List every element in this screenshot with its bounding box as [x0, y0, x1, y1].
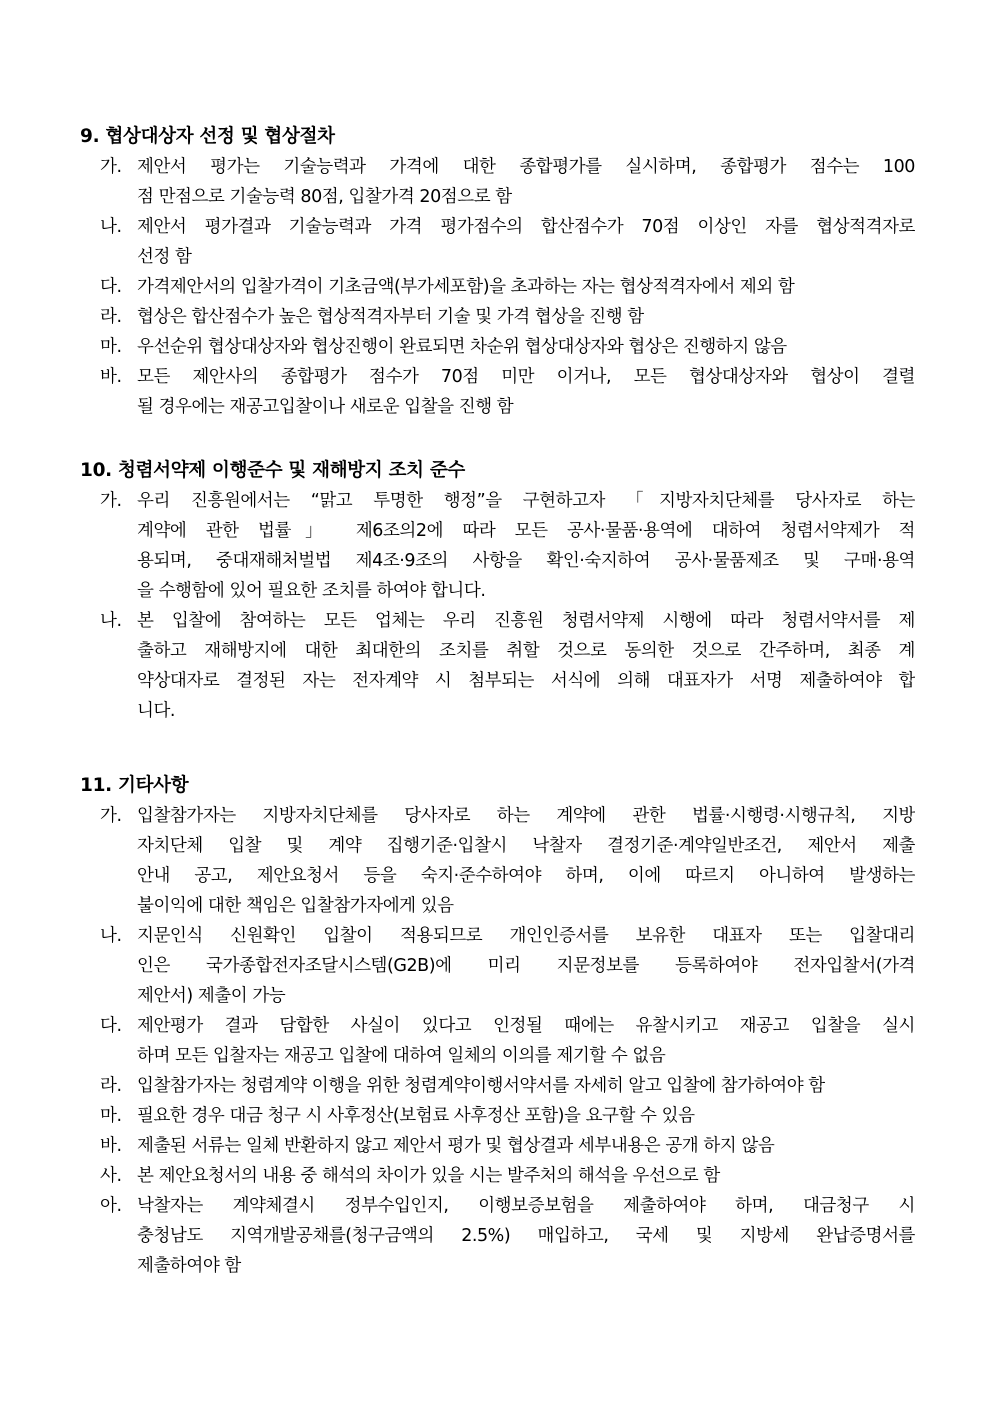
item-text: 우선순위 협상대상자와 협상진행이 완료되면 차순위 협상대상자와 협상은 진행하지 않음 — [137, 337, 787, 357]
item-marker: 바. — [100, 367, 122, 387]
item-text: 본 입찰에 참여하는 모든 업체는 우리 진흥원 청렴서약제 시행에 따라 청렴서약서를 제 — [137, 611, 915, 631]
list-item — [80, 1131, 915, 1161]
list-item — [80, 1071, 915, 1101]
item-text: 충청남도 지역개발공채를(청구금액의 2.5%) 매입하고, 국세 및 지방세 완납증명서를 — [137, 1226, 915, 1246]
item-marker: 다. — [100, 1016, 122, 1036]
item-marker: 나. — [100, 217, 122, 237]
list-item — [80, 486, 915, 606]
section-10 — [80, 456, 915, 726]
list-item — [80, 1101, 915, 1131]
item-marker: 가. — [100, 491, 122, 511]
list-item — [80, 1011, 915, 1071]
item-text: 을 수행함에 있어 필요한 조치를 하여야 합니다. — [137, 581, 486, 601]
item-text: 제안서 평가결과 기술능력과 가격 평가점수의 합산점수가 70점 이상인 자를 협상적격자로 — [137, 217, 915, 237]
item-text: 우리 진흥원에서는 “맑고 투명한 행정”을 구현하고자 「지방자치단체를 당사자로 하는 — [137, 491, 915, 511]
item-text: 하며 모든 입찰자는 재공고 입찰에 대하여 일체의 이의를 제기할 수 없음 — [137, 1046, 666, 1066]
item-marker: 라. — [100, 307, 122, 327]
item-marker: 라. — [100, 1076, 122, 1096]
section-title: 10. 청렴서약제 이행준수 및 재해방지 조치 준수 — [80, 460, 465, 481]
item-marker: 나. — [100, 926, 122, 946]
item-text: 출하고 재해방지에 대한 최대한의 조치를 취할 것으로 동의한 것으로 간주하며, 최종 계 — [137, 641, 915, 661]
list-item — [80, 272, 915, 302]
item-text: 제안평가 결과 담합한 사실이 있다고 인정될 때에는 유찰시키고 재공고 입찰을 실시 — [137, 1016, 915, 1036]
item-text: 제안서) 제출이 가능 — [137, 986, 286, 1006]
list-item — [80, 212, 915, 272]
item-text: 약상대자로 결정된 자는 전자계약 시 첨부되는 서식에 의해 대표자가 서명 제출하여야 합 — [137, 671, 915, 691]
item-text: 인은 국가종합전자조달시스템(G2B)에 미리 지문정보를 등록하여야 전자입찰서(가격 — [137, 956, 915, 976]
section-11 — [80, 771, 915, 1281]
section-title: 11. 기타사항 — [80, 775, 189, 796]
list-item — [80, 1191, 915, 1281]
item-text: 제출된 서류는 일체 반환하지 않고 제안서 평가 및 협상결과 세부내용은 공개 하지 않음 — [137, 1136, 775, 1156]
list-item — [80, 362, 915, 422]
list-item — [80, 152, 915, 212]
item-text: 계약에 관한 법률」 제6조의2에 따라 모든 공사·물품·용역에 대하여 청렴서약제가 적 — [137, 521, 915, 541]
list-item — [80, 1161, 915, 1191]
item-text: 용되며, 중대재해처벌법 제4조·9조의 사항을 확인·숙지하여 공사·물품제조 및 구매·용역 — [137, 551, 915, 571]
item-text: 제출하여야 함 — [137, 1256, 241, 1276]
list-item — [80, 606, 915, 726]
item-text: 니다. — [137, 701, 176, 721]
item-text: 필요한 경우 대금 청구 시 사후정산(보험료 사후정산 포함)을 요구할 수 있음 — [137, 1106, 695, 1126]
item-text: 모든 제안사의 종합평가 점수가 70점 미만 이거나, 모든 협상대상자와 협상이 결렬 — [137, 367, 915, 387]
item-text: 지문인식 신원확인 입찰이 적용되므로 개인인증서를 보유한 대표자 또는 입찰대리 — [137, 926, 915, 946]
list-item — [80, 332, 915, 362]
item-text: 안내 공고, 제안요청서 등을 숙지·준수하여야 하며, 이에 따르지 아니하여 발생하는 — [137, 866, 915, 886]
item-text: 선정 함 — [137, 247, 192, 267]
item-text: 점 만점으로 기술능력 80점, 입찰가격 20점으로 함 — [137, 187, 512, 207]
item-marker: 마. — [100, 1106, 122, 1126]
item-marker: 가. — [100, 806, 122, 826]
item-text: 될 경우에는 재공고입찰이나 새로운 입찰을 진행 함 — [137, 397, 514, 417]
list-item — [80, 921, 915, 1011]
item-text: 낙찰자는 계약체결시 정부수입인지, 이행보증보험을 제출하여야 하며, 대금청구 시 — [137, 1196, 915, 1216]
item-marker: 사. — [100, 1166, 122, 1186]
item-text: 입찰참가자는 청렴계약 이행을 위한 청렴계약이행서약서를 자세히 알고 입찰에 참가하여야 함 — [137, 1076, 825, 1096]
item-text: 불이익에 대한 책임은 입찰참가자에게 있음 — [137, 896, 454, 916]
item-text: 제안서 평가는 기술능력과 가격에 대한 종합평가를 실시하며, 종합평가 점수는 100 — [137, 157, 915, 177]
item-marker: 마. — [100, 337, 122, 357]
item-text: 가격제안서의 입찰가격이 기초금액(부가세포함)을 초과하는 자는 협상적격자에서 제외 함 — [137, 277, 795, 297]
item-marker: 나. — [100, 611, 122, 631]
item-text: 입찰참가자는 지방자치단체를 당사자로 하는 계약에 관한 법률·시행령·시행규칙, 지방 — [137, 806, 915, 826]
section-title: 9. 협상대상자 선정 및 협상절차 — [80, 126, 335, 147]
item-marker: 아. — [100, 1196, 122, 1216]
item-marker: 다. — [100, 277, 122, 297]
list-item — [80, 801, 915, 921]
list-item — [80, 302, 915, 332]
item-text: 본 제안요청서의 내용 중 해석의 차이가 있을 시는 발주처의 해석을 우선으로 함 — [137, 1166, 720, 1186]
item-marker: 바. — [100, 1136, 122, 1156]
item-marker: 가. — [100, 157, 122, 177]
section-9 — [80, 122, 915, 422]
item-text: 자치단체 입찰 및 계약 집행기준·입찰시 낙찰자 결정기준·계약일반조건, 제안서 제출 — [137, 836, 915, 856]
item-text: 협상은 합산점수가 높은 협상적격자부터 기술 및 가격 협상을 진행 함 — [137, 307, 644, 327]
